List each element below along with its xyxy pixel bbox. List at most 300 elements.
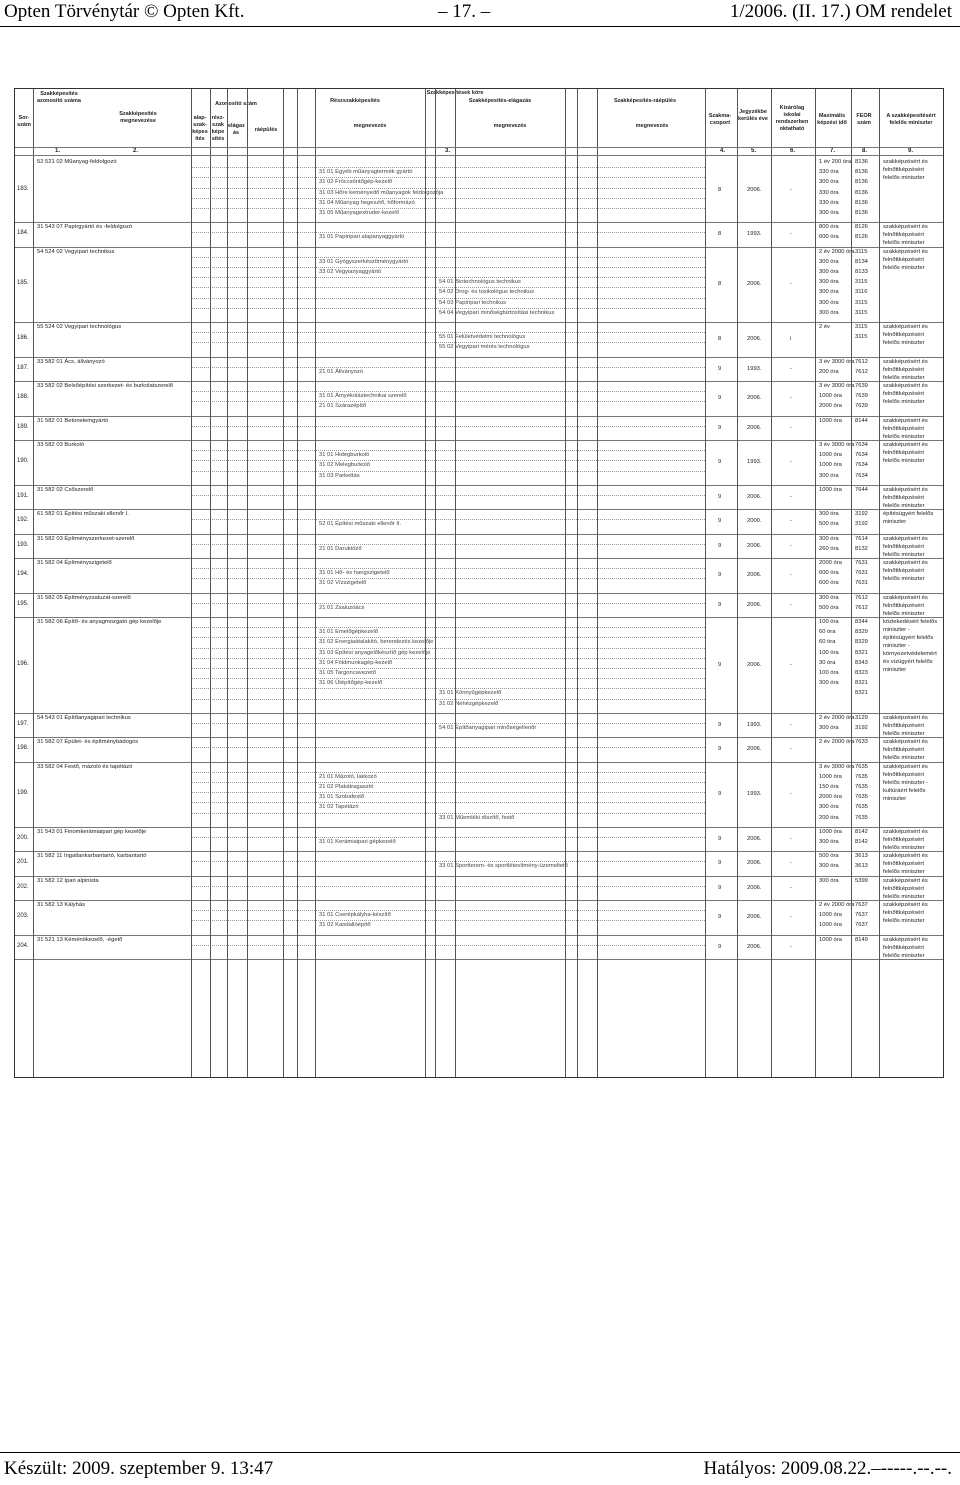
feor-number: 3613 xyxy=(855,853,868,860)
feor-number: 7634 xyxy=(855,452,868,459)
max-training-time: 100 óra xyxy=(819,670,839,676)
responsible-minister: szakképzésért és felnőttképzésért felelős miniszter xyxy=(883,877,928,900)
registration-year: 2006. xyxy=(747,542,762,549)
row-subdivider xyxy=(191,198,705,199)
sub-qualification: 31 01 Emelőgépkezelő xyxy=(319,629,378,636)
occupation-group: 9 xyxy=(718,860,722,867)
sub-qualification: 31 06 Útépítőgép-kezelő xyxy=(319,680,383,687)
main-qualification: 31 582 06 Építő- és anyagmozgató gép kezelője xyxy=(37,619,162,625)
feor-number: 3115 xyxy=(855,309,868,316)
max-training-time: 330 óra xyxy=(819,199,839,206)
registration-year: 1993. xyxy=(747,459,762,466)
sub-qualification: 33 01 Gyógyszerkészítménygyártó xyxy=(319,258,409,265)
header-divider xyxy=(15,155,943,156)
row-divider xyxy=(15,222,943,223)
max-training-time: 2 év xyxy=(819,324,830,330)
row-number: 184. xyxy=(17,230,29,237)
max-training-time: 2 év 2000 óra xyxy=(819,739,855,746)
row-subdivider xyxy=(191,460,705,461)
column-divider xyxy=(851,89,852,1077)
sub-qualification: 31 02 Kandallóépítő xyxy=(319,922,371,929)
col-number-7: 7. xyxy=(830,148,836,154)
col-header-maximalis: Maximális képzési idő xyxy=(817,113,847,126)
registration-year: 1993. xyxy=(747,231,762,238)
row-subdivider xyxy=(191,782,705,783)
max-training-time: 2000 óra xyxy=(819,794,842,801)
row-number: 202. xyxy=(17,883,29,890)
sub-qualification: 31 02 Tapétázó xyxy=(319,804,359,811)
feor-number: 7637 xyxy=(855,902,868,908)
feor-number: 8144 xyxy=(855,417,868,424)
column-divider xyxy=(879,89,880,1077)
occupation-group: 9 xyxy=(718,914,722,921)
col-number-4: 4. xyxy=(720,148,726,154)
feor-number: 7612 xyxy=(855,358,868,365)
main-qualification: 31 582 01 Betonelemgyártó xyxy=(37,417,109,424)
row-subdivider xyxy=(191,688,705,689)
column-divider xyxy=(597,89,598,1077)
feor-number: 8323 xyxy=(855,670,868,676)
col-header-szakmacsoport: Szakma-csoport xyxy=(708,113,732,126)
row-subdivider xyxy=(191,332,705,333)
row-number: 193. xyxy=(17,541,29,548)
occupation-group: 8 xyxy=(718,231,722,238)
row-number: 185. xyxy=(17,280,29,287)
row-number: 195. xyxy=(17,600,29,607)
max-training-time: 2000 óra xyxy=(819,403,842,410)
row-number: 188. xyxy=(17,394,29,401)
column-divider xyxy=(705,89,706,1077)
responsible-minister: szakképzésért és felnőttképzésért felelős miniszter xyxy=(883,248,928,271)
col-number-8: 8. xyxy=(862,148,868,154)
school-only-flag: - xyxy=(790,722,792,728)
occupation-group: 8 xyxy=(718,281,722,288)
occupation-group: 9 xyxy=(718,542,722,549)
sub-qualification: 55 02 Vegyipari mérés technológus xyxy=(439,344,530,351)
responsible-minister: szakképzésért és felnőttképzésért felelős miniszter xyxy=(883,383,928,405)
registration-year: 2006. xyxy=(747,661,762,668)
occupation-group: 9 xyxy=(718,572,722,579)
sub-qualification: 31 05 Műanyagextruder-kezelő xyxy=(319,210,399,216)
feor-number: 3192 xyxy=(855,725,868,731)
row-number: 204. xyxy=(17,942,29,949)
feor-number: 3192 xyxy=(855,511,868,518)
sub-qualification: 31 02 Vízszigetelő xyxy=(319,580,367,587)
feor-number: 7635 xyxy=(855,763,868,770)
feor-number: 5399 xyxy=(855,877,868,884)
row-divider xyxy=(15,762,943,763)
feor-number: 7634 xyxy=(855,472,868,479)
school-only-flag: - xyxy=(790,459,792,466)
row-subdivider xyxy=(191,298,705,299)
feor-number: 8344 xyxy=(855,619,868,625)
max-training-time: 100 óra xyxy=(819,619,839,625)
column-divider xyxy=(210,89,211,1077)
col-header-jegyzekbe: Jegyzékbe kerülés éve xyxy=(738,109,768,122)
sub-qualification: 31 03 Hőre keményedő műanyagok feldolgozója xyxy=(319,189,444,196)
registration-year: 2006. xyxy=(747,572,762,579)
max-training-time: 1000 óra xyxy=(819,393,842,400)
col-number-3: 3. xyxy=(445,148,451,154)
school-only-flag: - xyxy=(790,424,792,431)
feor-number: 8132 xyxy=(855,545,868,552)
row-divider xyxy=(15,416,943,417)
row-subdivider xyxy=(191,920,705,921)
max-training-time: 300 óra xyxy=(819,258,839,265)
row-divider xyxy=(15,534,943,535)
row-subdivider xyxy=(191,308,705,309)
registration-year: 2006. xyxy=(747,336,762,343)
max-training-time: 1 év 200 óra xyxy=(819,159,852,165)
col-header-resz: rész-szak képe sítés xyxy=(211,115,225,142)
col-header-megnevezese: Szakképesítés megnevezése xyxy=(119,111,157,124)
feor-number: 7635 xyxy=(855,784,868,790)
feor-number: 3116 xyxy=(855,289,868,296)
max-training-time: 330 óra xyxy=(819,189,839,196)
sub-qualification: 31 02 Melegburkoló xyxy=(319,462,370,469)
col-header-kizarolag: Kizárólag iskolai rendszerben oktatható xyxy=(775,105,809,132)
school-only-flag: - xyxy=(790,601,792,608)
max-training-time: 300 óra xyxy=(819,210,839,216)
sub-qualification: 31 01 Szobafestő xyxy=(319,794,365,801)
max-training-time: 300 óra xyxy=(819,309,839,316)
column-divider xyxy=(425,89,426,1077)
max-training-time: 1000 óra xyxy=(819,912,842,919)
sub-qualification: 55 01 Felületvédelmi technológus xyxy=(439,334,526,341)
sub-qualification: 21 01 Zsaluzóács xyxy=(319,604,365,611)
max-training-time: 500 óra xyxy=(819,521,839,528)
row-number: 190. xyxy=(17,458,29,465)
school-only-flag: - xyxy=(790,943,792,950)
row-subdivider xyxy=(191,426,705,427)
col-header-megnevezes-2: megnevezés xyxy=(493,123,527,129)
row-subdivider xyxy=(191,267,705,268)
max-training-time: 300 óra xyxy=(819,269,839,275)
row-divider xyxy=(15,558,943,559)
main-qualification: 61 582 01 Építési műszaki ellenőr I. xyxy=(37,511,129,518)
school-only-flag: - xyxy=(790,186,792,193)
col-number-2: 2. xyxy=(133,148,139,154)
feor-number: 8136 xyxy=(855,169,868,176)
school-only-flag: - xyxy=(790,281,792,288)
main-qualification: 31 582 07 Épület- és építménybádogos xyxy=(37,739,139,746)
registration-year: 2006. xyxy=(747,884,762,891)
responsible-minister: szakképzésért és felnőttképzésért felelős miniszter xyxy=(883,486,928,509)
sub-qualification: 31 01 Cserépkályha-készítő xyxy=(319,912,391,919)
sub-qualification: 31 02 Nehézgépkezelő xyxy=(439,700,499,707)
responsible-minister: szakképzésért és felnőttképzésért felelős miniszter xyxy=(883,714,928,737)
responsible-minister: szakképzésért és felnőttképzésért felelős miniszter xyxy=(883,902,928,924)
feor-number: 3115 xyxy=(855,334,868,341)
main-qualification: 31 521 13 Kéménökezelő, -égető xyxy=(37,936,123,943)
row-divider xyxy=(15,959,943,960)
occupation-group: 9 xyxy=(718,661,722,668)
feor-number: 8136 xyxy=(855,159,868,165)
column-divider xyxy=(297,89,298,1077)
responsible-minister: szakképzésért és felnőttképzésért felelős miniszter xyxy=(883,739,928,762)
row-subdivider xyxy=(191,167,705,168)
row-divider xyxy=(15,247,943,248)
row-number: 186. xyxy=(17,335,29,342)
school-only-flag: - xyxy=(790,395,792,402)
max-training-time: 300 óra xyxy=(819,472,839,479)
feor-number: 3115 xyxy=(855,299,868,306)
row-number: 203. xyxy=(17,913,29,920)
feor-number: 7634 xyxy=(855,442,868,448)
column-divider xyxy=(435,89,436,1077)
max-training-time: 300 óra xyxy=(819,877,839,884)
occupation-group: 9 xyxy=(718,459,722,466)
school-only-flag: - xyxy=(790,542,792,549)
sub-qualification: 31 01 Kerámiaipari gépkezelő xyxy=(319,839,396,845)
school-only-flag: - xyxy=(790,860,792,867)
row-subdivider xyxy=(191,668,705,669)
feor-number: 7644 xyxy=(855,486,868,493)
registration-year: 2006. xyxy=(747,746,762,753)
feor-number: 7637 xyxy=(855,912,868,919)
col-header-felelos: A szakképesítésért felelős miniszter xyxy=(886,113,936,126)
row-subdivider xyxy=(191,367,705,368)
row-subdivider xyxy=(191,699,705,700)
row-divider xyxy=(15,851,943,852)
row-subdivider xyxy=(191,723,705,724)
school-only-flag: - xyxy=(790,572,792,579)
column-divider xyxy=(737,89,738,1077)
registration-year: 2006. xyxy=(747,914,762,921)
registration-year: 2006. xyxy=(747,601,762,608)
column-divider xyxy=(33,89,34,1077)
responsible-minister: szakképzésért és felnőttképzésért felelős miniszter xyxy=(883,224,928,247)
max-training-time: 1000 óra xyxy=(819,773,842,780)
feor-number: 7633 xyxy=(855,739,868,746)
feor-number: 8329 xyxy=(855,639,868,646)
sub-qualification: 33 01 Műemléki díszítő, festő xyxy=(439,814,515,821)
max-training-time: 500 óra xyxy=(819,853,839,860)
main-qualification: 54 543 01 Építőanyagipari technikus xyxy=(37,714,131,721)
col-number-5: 5. xyxy=(751,148,757,154)
col-header-raep: ráépülés xyxy=(254,127,278,133)
feor-number: 8321 xyxy=(855,690,868,697)
sub-qualification: 31 01 Hidegburkoló xyxy=(319,452,370,459)
row-subdivider xyxy=(191,568,705,569)
occupation-group: 9 xyxy=(718,884,722,891)
row-divider xyxy=(15,593,943,594)
col-header-raepules: Szakképesítés-ráépülés xyxy=(613,98,677,104)
header-right: 1/2006. (II. 17.) OM rendelet xyxy=(729,1,952,22)
row-subdivider xyxy=(191,495,705,496)
row-subdivider xyxy=(191,232,705,233)
header-divider xyxy=(15,147,943,148)
sub-qualification: 21 01 Szárazépítő xyxy=(319,403,367,410)
max-training-time: 300 óra xyxy=(819,511,839,518)
row-subdivider xyxy=(191,837,705,838)
responsible-minister: szakképzésért és felnőttképzésért felelős miniszter xyxy=(883,936,928,959)
column-divider xyxy=(283,89,284,1077)
feor-number: 8321 xyxy=(855,680,868,687)
row-number: 189. xyxy=(17,423,29,430)
col-header-kor: Szakképesítések köre xyxy=(426,90,484,96)
row-subdivider xyxy=(191,603,705,604)
max-training-time: 2 év 2000 óra xyxy=(819,248,855,255)
feor-number: 7635 xyxy=(855,804,868,811)
sub-qualification: 31 02 Energiaátalakító, berendezés kezelője xyxy=(319,639,434,646)
max-training-time: 3 év 3000 óra xyxy=(819,763,855,770)
feor-number: 8142 xyxy=(855,839,868,845)
main-qualification: 31 582 02 Csőszerelő xyxy=(37,486,94,493)
feor-number: 7631 xyxy=(855,580,868,587)
occupation-group: 9 xyxy=(718,836,722,842)
row-subdivider xyxy=(191,277,705,278)
column-divider xyxy=(227,89,228,1077)
registration-year: 1993. xyxy=(747,365,762,372)
max-training-time: 150 óra xyxy=(819,784,839,790)
feor-number: 8149 xyxy=(855,936,868,943)
main-qualification: 31 543 01 Finomkerámiaipari gép kezelője xyxy=(37,828,147,835)
feor-number: 8142 xyxy=(855,828,868,835)
row-number: 194. xyxy=(17,571,29,578)
main-qualification: 33 582 02 Belsőépítési szerkezet- és burkolatszerelő xyxy=(37,383,173,389)
row-divider xyxy=(15,713,943,714)
occupation-group: 9 xyxy=(718,424,722,431)
sub-qualification: 31 02 Fröccsöntőgép-kezelő xyxy=(319,179,393,186)
responsible-minister: szakképzésért és felnőttképzésért felelős miniszter xyxy=(883,535,928,558)
registration-year: 2006. xyxy=(747,860,762,867)
feor-number: 8136 xyxy=(855,199,868,206)
sub-qualification: 54 03 Papíripari technikus xyxy=(439,299,507,306)
feor-number: 8343 xyxy=(855,659,868,666)
col-number-9: 9. xyxy=(908,148,914,154)
registration-year: 2006. xyxy=(747,424,762,431)
sub-qualification: 31 03 Építési anyagelőkészítő gép kezelője xyxy=(319,649,431,656)
sub-qualification: 31 04 Műanyag hegesztő, hőformázó xyxy=(319,199,415,206)
feor-number: 7639 xyxy=(855,393,868,400)
row-number: 199. xyxy=(17,790,29,797)
sub-qualification: 54 01 Biotechnológus technikus xyxy=(439,279,521,286)
responsible-minister: szakképzésért és felnőttképzésért felelős miniszter xyxy=(883,828,928,851)
feor-number: 3115 xyxy=(855,324,868,330)
main-qualification: 31 582 13 Kályhás xyxy=(37,902,86,908)
sub-qualification: 31 03 Parkettás xyxy=(319,472,360,479)
max-training-time: 1000 óra xyxy=(819,922,842,929)
page-header xyxy=(0,0,960,27)
max-training-time: 300 óra xyxy=(819,179,839,186)
max-training-time: 300 óra xyxy=(819,299,839,306)
feor-number: 8136 xyxy=(855,179,868,186)
feor-number: 7635 xyxy=(855,773,868,780)
max-training-time: 600 óra xyxy=(819,580,839,587)
col-header-elagazas: Szakképesítés-elágazás xyxy=(468,98,532,104)
max-training-time: 1000 óra xyxy=(819,486,842,493)
sub-qualification: 21 01 Daruktöző xyxy=(319,545,362,552)
school-only-flag: - xyxy=(790,914,792,921)
sub-qualification: 21 02 Plakátragasztó xyxy=(319,784,374,790)
row-number: 191. xyxy=(17,493,29,499)
max-training-time: 1000 óra xyxy=(819,452,842,459)
max-training-time: 500 óra xyxy=(819,604,839,611)
row-subdivider xyxy=(191,886,705,887)
main-qualification: 54 524 02 Vegyipari technikus xyxy=(37,248,115,255)
row-divider xyxy=(15,357,943,358)
row-subdivider xyxy=(191,648,705,649)
max-training-time: 330 óra xyxy=(819,169,839,176)
feor-number: 8133 xyxy=(855,269,868,275)
max-training-time: 1000 óra xyxy=(819,417,842,424)
school-only-flag: - xyxy=(790,494,792,500)
row-divider xyxy=(15,876,943,877)
feor-number: 7639 xyxy=(855,383,868,389)
feor-number: 8126 xyxy=(855,224,868,231)
row-subdivider xyxy=(191,578,705,579)
sub-qualification: 21 01 Állványozó xyxy=(319,368,364,375)
row-divider xyxy=(15,935,943,936)
row-number: 192. xyxy=(17,517,29,524)
header-left: Opten Törvénytár © Opten Kft. xyxy=(4,1,245,22)
main-qualification: 31 582 12 Ipari alpinista xyxy=(37,877,99,884)
sub-qualification: 21 01 Mázoló, lakkozó xyxy=(319,773,377,780)
main-qualification: 55 524 02 Vegyipari technológus xyxy=(37,324,122,330)
feor-number: 3115 xyxy=(855,248,868,255)
school-only-flag: - xyxy=(790,661,792,668)
main-qualification: 33 582 01 Ács, állványozó xyxy=(37,358,105,365)
col-header-megnevezes-3: megnevezés xyxy=(635,123,669,129)
responsible-minister: szakképzésért és felnőttképzésért felelős miniszter xyxy=(883,358,928,381)
row-subdivider xyxy=(191,471,705,472)
registration-year: 1993. xyxy=(747,791,762,798)
col-header-azonosito: Szakképesítés azonosító száma xyxy=(36,91,81,104)
occupation-group: 8 xyxy=(718,186,722,193)
row-subdivider xyxy=(191,658,705,659)
school-only-flag: - xyxy=(790,746,792,753)
max-training-time: 2000 óra xyxy=(819,560,842,566)
max-training-time: 100 óra xyxy=(819,649,839,656)
row-subdivider xyxy=(191,188,705,189)
max-training-time: 300 óra xyxy=(819,863,839,870)
max-training-time: 300 óra xyxy=(819,289,839,296)
responsible-minister: szakképzésért és felnőttképzésért felelős miniszter xyxy=(883,853,928,876)
occupation-group: 9 xyxy=(718,746,722,753)
sub-qualification: 54 01 Építőanyagipari minőségellenőr xyxy=(439,725,537,731)
responsible-minister: szakképzésért és felnőttképzésért felelős miniszter xyxy=(883,442,928,464)
main-qualification: 52 521 02 Műanyag-feldolgozó xyxy=(37,159,117,165)
row-subdivider xyxy=(191,910,705,911)
row-subdivider xyxy=(191,945,705,946)
max-training-time: 2 év 2000 óra xyxy=(819,714,855,721)
sub-qualification: 54 04 Vegyipari minőségbiztosítási technikus xyxy=(439,309,555,316)
main-qualification: 31 582 03 Építményszerkezet-szerelő xyxy=(37,535,135,542)
main-qualification: 31 582 11 Ingatlankarbantartó, karbantartó xyxy=(37,853,147,860)
feor-number: 7634 xyxy=(855,462,868,469)
feor-number: 3613 xyxy=(855,863,868,870)
registration-year: 2006. xyxy=(747,943,762,950)
registration-year: 2006. xyxy=(747,494,762,500)
max-training-time: 1000 óra xyxy=(819,828,842,835)
row-subdivider xyxy=(191,792,705,793)
max-training-time: 3 év 3000 óra xyxy=(819,383,855,389)
feor-number: 3129 xyxy=(855,714,868,721)
row-subdivider xyxy=(191,287,705,288)
max-training-time: 300 óra xyxy=(819,839,839,845)
registration-year: 2006. xyxy=(747,186,762,193)
responsible-minister: szakképzésért és felnőttképzésért felelős miniszter xyxy=(883,594,928,617)
col-header-alap: alap-szak-képes ítés xyxy=(192,115,208,142)
column-divider xyxy=(247,89,248,1077)
row-subdivider xyxy=(191,401,705,402)
feor-number: 8321 xyxy=(855,649,868,656)
row-divider xyxy=(15,440,943,441)
occupation-group: 9 xyxy=(718,722,722,728)
feor-number: 8136 xyxy=(855,189,868,196)
school-only-flag: i xyxy=(790,336,792,343)
